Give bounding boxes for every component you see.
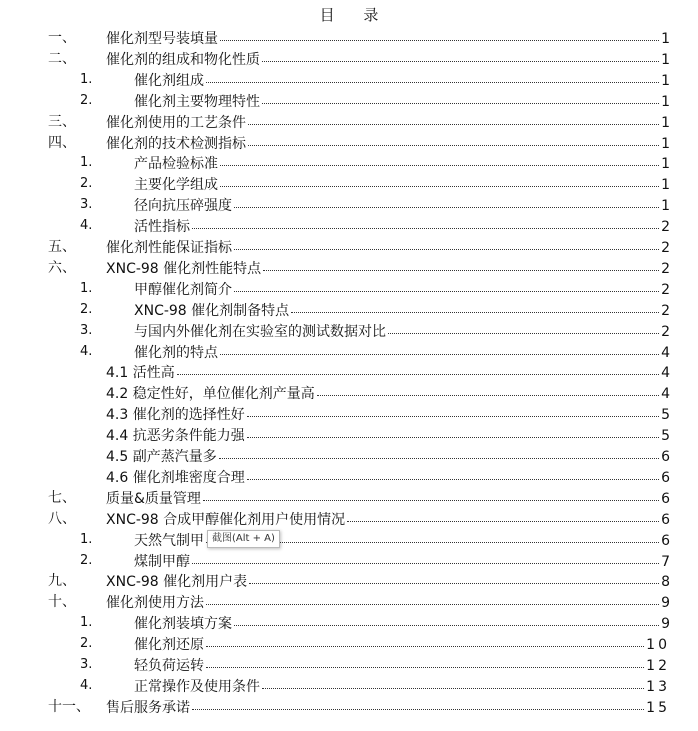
toc-entry-page: 1 <box>661 51 670 68</box>
toc-entry-text: XNC-98 催化剂性能特点 <box>106 260 262 277</box>
toc-entry-text: 径向抗压碎强度 <box>134 198 232 215</box>
toc-entry[interactable] <box>0 112 698 132</box>
dot-leader <box>388 319 659 334</box>
toc-entry-page: 4 <box>661 365 670 382</box>
toc-entry-page: 1 <box>661 198 670 215</box>
toc-entry-page: 6 <box>661 511 670 528</box>
toc-entry[interactable] <box>0 300 698 320</box>
toc-entry-line <box>134 342 670 362</box>
toc-entry-line <box>106 133 670 153</box>
toc-entry-text: 催化剂组成 <box>134 72 204 89</box>
toc-entry[interactable] <box>0 362 698 382</box>
toc-entry-text: XNC-98 催化剂用户表 <box>106 574 248 591</box>
toc-entry-number: 八、 <box>48 510 76 527</box>
toc-entry-number: 2. <box>80 301 93 317</box>
toc-entry-text: 售后服务承诺 <box>106 699 190 716</box>
dot-leader <box>262 89 659 104</box>
toc-entry-page: 7 <box>661 553 670 570</box>
toc-entry-text: 4.3 催化剂的选择性好 <box>106 407 245 424</box>
toc-entry-text: 天然气制甲 <box>134 532 204 549</box>
dot-leader <box>206 68 659 83</box>
dot-leader <box>234 235 659 250</box>
dot-leader <box>263 256 659 271</box>
toc-entry-line <box>134 216 670 236</box>
toc-entry-number: 七、 <box>48 489 76 506</box>
toc-entry-number: 2. <box>80 552 93 568</box>
toc-entry-text: XNC-98 合成甲醇催化剂用户使用情况 <box>106 511 346 528</box>
toc-entry[interactable] <box>0 70 698 90</box>
toc-entry-number: 十一、 <box>48 698 90 715</box>
toc-entry-page: 1 <box>661 93 670 110</box>
toc-entry[interactable] <box>0 383 698 403</box>
toc-entry-text: 4.6 催化剂堆密度合理 <box>106 469 245 486</box>
toc-entry-text: 4.2 稳定性好，单位催化剂产量高 <box>106 386 315 403</box>
toc-entry-page: 6 <box>661 532 670 549</box>
dot-leader <box>234 193 659 208</box>
toc-entry[interactable] <box>0 49 698 69</box>
toc-entry-line <box>134 321 670 341</box>
toc-entry-text: 催化剂主要物理特性 <box>134 93 260 110</box>
toc-entry[interactable] <box>0 258 698 278</box>
toc-entry[interactable] <box>0 216 698 236</box>
toc-entry-number: 3. <box>80 657 93 672</box>
toc-entry-line <box>106 592 670 612</box>
toc-entry[interactable] <box>0 342 698 362</box>
toc-entry[interactable] <box>0 195 698 215</box>
dot-leader <box>220 340 659 355</box>
toc-entry-text: 催化剂装填方案 <box>134 616 232 633</box>
toc-entry-text: 催化剂型号装填量 <box>106 31 218 47</box>
toc-entry-line <box>134 551 670 571</box>
toc-entry[interactable] <box>0 488 698 508</box>
dot-leader <box>220 26 659 41</box>
toc-entry[interactable] <box>0 697 698 717</box>
toc-entry-page: 1 <box>661 156 670 173</box>
toc-entry-line <box>106 362 670 382</box>
toc-entry-number: 四、 <box>48 134 76 151</box>
toc-entry-line <box>134 174 670 194</box>
dot-leader <box>317 381 659 396</box>
toc-entry[interactable] <box>0 551 698 571</box>
toc-entry-text: 催化剂性能保证指标 <box>106 240 232 256</box>
toc-entry-number: 3. <box>80 197 93 213</box>
toc-entry-page: 2 <box>661 260 670 277</box>
dot-leader <box>248 110 659 125</box>
dot-leader <box>219 444 659 459</box>
toc-entry-page: 1 <box>661 72 670 89</box>
toc-entry-line <box>134 195 670 215</box>
toc-entry-page: 4 <box>661 344 670 361</box>
toc-entry-line <box>106 697 670 717</box>
toc-entry-text: 煤制甲醇 <box>134 553 190 570</box>
toc-entry-line <box>134 634 670 654</box>
toc-entry-line <box>134 655 670 675</box>
toc-entry-text: 催化剂还原 <box>134 637 204 654</box>
dot-leader <box>192 549 659 564</box>
dot-leader <box>206 632 644 647</box>
toc-entry[interactable] <box>0 467 698 487</box>
toc-entry-line <box>106 49 670 69</box>
dot-leader <box>234 277 659 292</box>
toc-entry-number: 三、 <box>48 113 76 130</box>
toc-entry-number: 2. <box>80 176 93 192</box>
toc-entry-page: 8 <box>661 574 670 591</box>
toc-entry-line <box>134 676 670 696</box>
dot-leader <box>247 465 659 480</box>
dot-leader <box>248 131 659 146</box>
toc-entry-line <box>106 383 670 403</box>
toc-entry[interactable] <box>0 321 698 341</box>
toc-entry-number: 4. <box>80 677 93 693</box>
toc-entry-page: 1 <box>661 177 670 194</box>
toc-entry-line <box>106 28 670 48</box>
toc-entry[interactable] <box>0 571 698 591</box>
toc-entry-page: 1 <box>661 31 670 47</box>
toc-entry-line <box>134 153 670 173</box>
toc-entry[interactable] <box>0 676 698 696</box>
toc-entry-text: 轻负荷运转 <box>134 658 204 674</box>
toc-entry[interactable] <box>0 279 698 299</box>
toc-entry-line <box>106 446 670 466</box>
toc-entry-page: 13 <box>646 678 670 695</box>
toc-entry[interactable] <box>0 613 698 633</box>
toc-entry[interactable] <box>0 592 698 612</box>
toc-entry-text: 主要化学组成 <box>134 177 218 194</box>
toc-entry-text: XNC-98 催化剂制备特点 <box>134 302 290 319</box>
toc-entry-text: 与国内外催化剂在实验室的测试数据对比 <box>134 323 386 340</box>
toc-entry-page: 5 <box>661 428 670 445</box>
toc-entry-page: 12 <box>646 658 670 674</box>
toc-entry-page: 6 <box>661 469 670 486</box>
dot-leader <box>247 423 659 438</box>
toc-entry-line <box>106 571 670 591</box>
toc-entry-text: 催化剂使用方法 <box>106 595 204 612</box>
toc-entry-page: 15 <box>646 699 670 716</box>
toc-entry[interactable] <box>0 174 698 194</box>
toc-entry-number: 1. <box>80 71 93 87</box>
toc-entry-page: 2 <box>661 323 670 340</box>
toc-entry-page: 1 <box>661 135 670 152</box>
toc-entry[interactable] <box>0 133 698 153</box>
toc-entry-text: 催化剂的特点 <box>134 344 218 361</box>
toc-entry-page: 4 <box>661 386 670 403</box>
toc-entry-page: 2 <box>661 240 670 256</box>
toc-entry-page: 2 <box>661 219 670 236</box>
toc-entry[interactable] <box>0 446 698 466</box>
toc-entry-number: 4. <box>80 218 93 234</box>
toc-entry-text: 正常操作及使用条件 <box>134 678 260 695</box>
toc-entry-page: 5 <box>661 407 670 424</box>
toc-entry[interactable] <box>0 530 698 550</box>
toc-entry-number: 1. <box>80 531 93 547</box>
toc-entry-page: 2 <box>661 281 670 298</box>
dot-leader <box>347 507 659 522</box>
toc-entry-number: 十、 <box>48 594 76 611</box>
toc-entry-number: 一、 <box>48 30 76 46</box>
toc-entry[interactable] <box>0 509 698 529</box>
dot-leader <box>192 695 644 710</box>
toc-entry[interactable] <box>0 153 698 173</box>
toc-entry-line <box>134 613 670 633</box>
toc-entry-line <box>134 300 670 320</box>
toc-entry-line <box>106 404 670 424</box>
toc-entry-text: 4.4 抗恶劣条件能力强 <box>106 428 245 445</box>
toc-entry[interactable] <box>0 237 698 257</box>
dot-leader <box>262 47 659 62</box>
toc-entry[interactable] <box>0 425 698 445</box>
toc-entry-page: 9 <box>661 595 670 612</box>
toc-entry-number: 2. <box>80 636 93 652</box>
toc-entry-text: 甲醇催化剂简介 <box>134 281 232 298</box>
toc-entry-text: 4.5 副产蒸汽量多 <box>106 449 217 465</box>
dot-leader <box>206 653 644 668</box>
toc-entry-line <box>106 488 670 508</box>
dot-leader <box>291 298 659 313</box>
toc-title: 目 录 <box>319 6 391 24</box>
toc-entry-page: 9 <box>661 616 670 633</box>
toc-entry-number: 九、 <box>48 573 76 590</box>
toc-entry-line <box>106 467 670 487</box>
toc-entry-number: 1. <box>80 280 93 296</box>
dot-leader <box>249 569 659 584</box>
dot-leader <box>192 214 659 229</box>
toc-entry-text: 催化剂使用的工艺条件 <box>106 114 246 131</box>
toc-entry-page: 10 <box>646 637 670 654</box>
dot-leader <box>220 151 659 166</box>
toc-entry-line <box>134 279 670 299</box>
toc-entry[interactable] <box>0 404 698 424</box>
toc-entry-number: 1. <box>80 155 93 171</box>
toc-entry-page: 6 <box>661 449 670 465</box>
dot-leader <box>206 590 659 605</box>
toc-entry-line <box>106 509 670 529</box>
dot-leader <box>234 611 659 626</box>
toc-entry-text: 催化剂的组成和物化性质 <box>106 51 260 68</box>
toc-entry-page: 1 <box>661 114 670 131</box>
toc-entry-page: 6 <box>661 490 670 507</box>
toc-entry-number: 1. <box>80 615 93 631</box>
toc-entry-number: 3. <box>80 322 93 338</box>
toc-entry[interactable] <box>0 655 698 675</box>
toc-entry-line <box>134 91 670 111</box>
dot-leader <box>220 172 659 187</box>
toc-entry[interactable] <box>0 91 698 111</box>
toc-entry-number: 4. <box>80 343 93 359</box>
toc-entry-number: 2. <box>80 92 93 108</box>
toc-entry-text: 质量&质量管理 <box>106 490 201 507</box>
toc-entry-number: 五、 <box>48 239 76 255</box>
toc-entry[interactable] <box>0 28 698 48</box>
toc-entry-text: 4.1 活性高 <box>106 365 175 382</box>
toc-entry-text: 催化剂的技术检测指标 <box>106 135 246 152</box>
dot-leader <box>203 486 659 501</box>
toc-entry-line <box>106 112 670 132</box>
toc-entry-text: 活性指标 <box>134 219 190 236</box>
dot-leader <box>262 674 644 689</box>
dot-leader <box>247 402 659 417</box>
dot-leader <box>177 360 659 375</box>
toc-entry-number: 二、 <box>48 50 76 67</box>
toc-entry-line <box>106 258 670 278</box>
toc-entry-line <box>106 425 670 445</box>
toc-entry-page: 2 <box>661 302 670 319</box>
screenshot-tooltip: 截图(Alt + A) <box>207 530 280 548</box>
toc-entry[interactable] <box>0 634 698 654</box>
toc-entry-text: 产品检验标准 <box>134 156 218 173</box>
toc-entry-line <box>134 70 670 90</box>
toc-entry-line <box>106 237 670 257</box>
toc-entry-number: 六、 <box>48 259 76 276</box>
